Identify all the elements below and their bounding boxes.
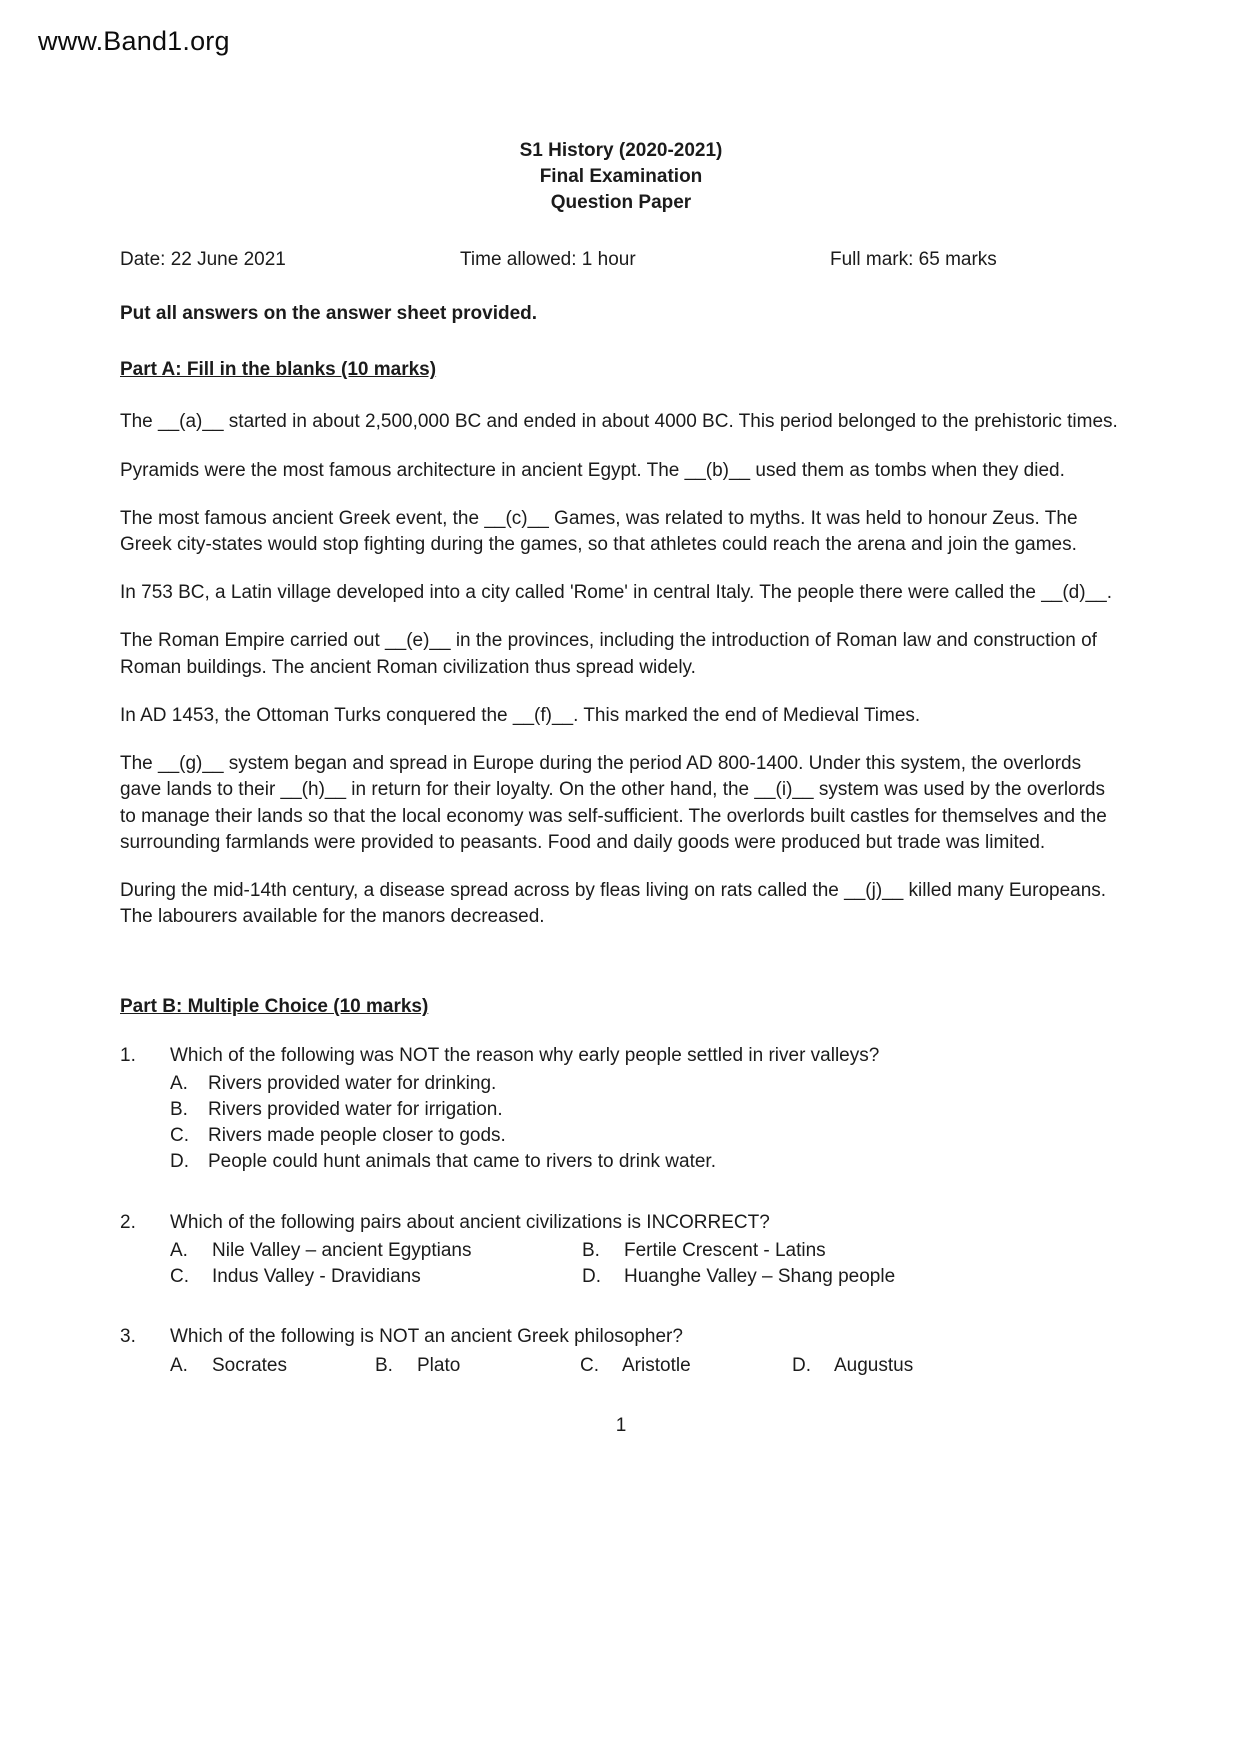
question-text: Which of the following is NOT an ancient Greek philosopher? — [170, 1326, 683, 1348]
question-number: 2. — [120, 1211, 136, 1233]
option-label: B. — [582, 1239, 600, 1261]
question-1-options — [170, 1071, 1122, 1176]
meta-time-allowed: Time allowed: 1 hour — [460, 248, 636, 270]
option-label: A. — [170, 1354, 188, 1376]
option-text: Indus Valley - Dravidians — [212, 1266, 421, 1288]
question-text: Which of the following was NOT the reason why early people settled in river valleys? — [170, 1044, 880, 1066]
option-d — [582, 1264, 1122, 1290]
part-a-heading: Part A: Fill in the blanks (10 marks) — [120, 359, 437, 381]
part-a-paragraph-f: In AD 1453, the Ottoman Turks conquered the __(f)__. This marked the end of Medieval Times. — [120, 704, 921, 726]
site-header: www.Band1.org — [38, 26, 230, 56]
question-1 — [120, 1043, 1122, 1176]
option-text: Rivers provided water for irrigation. — [208, 1099, 503, 1121]
option-text: Aristotle — [622, 1354, 691, 1376]
exam-content — [120, 138, 1122, 1439]
option-a — [170, 1353, 375, 1379]
question-number: 3. — [120, 1326, 136, 1348]
option-label: B. — [170, 1099, 188, 1121]
option-a — [170, 1071, 1122, 1097]
option-b — [375, 1353, 580, 1379]
question-2 — [120, 1210, 1122, 1291]
option-text: Fertile Crescent - Latins — [624, 1239, 826, 1261]
option-text: Plato — [417, 1354, 461, 1376]
part-a-paragraph-a: The __(a)__ started in about 2,500,000 BC and ended in about 4000 BC. This period belonged to the prehistoric times. — [120, 411, 1118, 433]
option-c — [170, 1123, 1122, 1149]
part-a-paragraph-e: The Roman Empire carried out __(e)__ in the provinces, including the introduction of Roman law and construction of Roman buildings. The ancient Roman civilization thus spread widely. — [120, 630, 1097, 678]
option-text: Augustus — [834, 1354, 914, 1376]
question-number: 1. — [120, 1044, 136, 1066]
option-c — [580, 1353, 792, 1379]
question-text: Which of the following pairs about ancient civilizations is INCORRECT? — [170, 1211, 770, 1233]
option-text: Nile Valley – ancient Egyptians — [212, 1239, 472, 1261]
option-label: C. — [170, 1125, 189, 1147]
question-2-head — [120, 1210, 1122, 1236]
page-number: 1 — [615, 1414, 627, 1436]
option-label: A. — [170, 1239, 188, 1261]
meta-date: Date: 22 June 2021 — [120, 248, 286, 270]
question-2-options — [170, 1238, 1122, 1290]
option-d — [792, 1353, 1122, 1379]
option-text: Rivers made people closer to gods. — [208, 1125, 506, 1147]
exam-title-course: S1 History (2020-2021) — [519, 140, 723, 161]
part-a-paragraph-ghi: The __(g)__ system began and spread in Europe during the period AD 800-1400. Under this system, the overlords gave lands to their __(h)__ in return for their loyalty. On the other hand, the __(i)__ system was used by the overlords to manage their lands so that the local economy was self-sufficient. The overlords built castles for themselves and the surrounding farmlands were provided to peasants. Food and daily goods were produced but trade was limited. — [120, 753, 1107, 853]
option-c — [170, 1264, 582, 1290]
part-a-paragraph-c: The most famous ancient Greek event, the __(c)__ Games, was related to myths. It was held to honour Zeus. The Greek city-states would stop fighting during the games, so that athletes could reach the arena and join the games. — [120, 507, 1078, 555]
option-label: C. — [170, 1266, 189, 1288]
question-3-options — [170, 1353, 1122, 1379]
part-a-paragraph-d: In 753 BC, a Latin village developed into a city called 'Rome' in central Italy. The people there were called the __(d)__. — [120, 582, 1112, 604]
option-text: Socrates — [212, 1354, 287, 1376]
option-label: C. — [580, 1354, 599, 1376]
exam-title-exam: Final Examination — [539, 166, 703, 188]
option-text: Huanghe Valley – Shang people — [624, 1266, 896, 1288]
option-label: D. — [582, 1266, 601, 1288]
option-d — [170, 1149, 1122, 1175]
exam-meta-row — [120, 247, 1122, 273]
option-label: D. — [792, 1354, 811, 1376]
instruction-text: Put all answers on the answer sheet provided. — [120, 302, 538, 324]
part-b-heading: Part B: Multiple Choice (10 marks) — [120, 996, 429, 1018]
part-a-paragraph-b: Pyramids were the most famous architecture in ancient Egypt. The __(b)__ used them as tombs when they died. — [120, 459, 1065, 481]
title-block — [120, 138, 1122, 217]
option-text: People could hunt animals that came to rivers to drink water. — [208, 1151, 716, 1173]
option-text: Rivers provided water for drinking. — [208, 1072, 497, 1094]
meta-full-mark: Full mark: 65 marks — [830, 248, 997, 270]
option-label: A. — [170, 1072, 188, 1094]
option-a — [170, 1238, 582, 1264]
option-label: B. — [375, 1354, 393, 1376]
exam-title-paper: Question Paper — [550, 192, 692, 214]
option-b — [582, 1238, 1122, 1264]
question-3 — [120, 1324, 1122, 1378]
option-label: D. — [170, 1151, 189, 1173]
question-3-head — [120, 1324, 1122, 1350]
part-a-paragraph-j: During the mid-14th century, a disease spread across by fleas living on rats called the __(j)__ killed many Europeans. The labourers available for the manors decreased. — [120, 879, 1107, 928]
option-b — [170, 1097, 1122, 1123]
question-1-head — [120, 1043, 1122, 1069]
